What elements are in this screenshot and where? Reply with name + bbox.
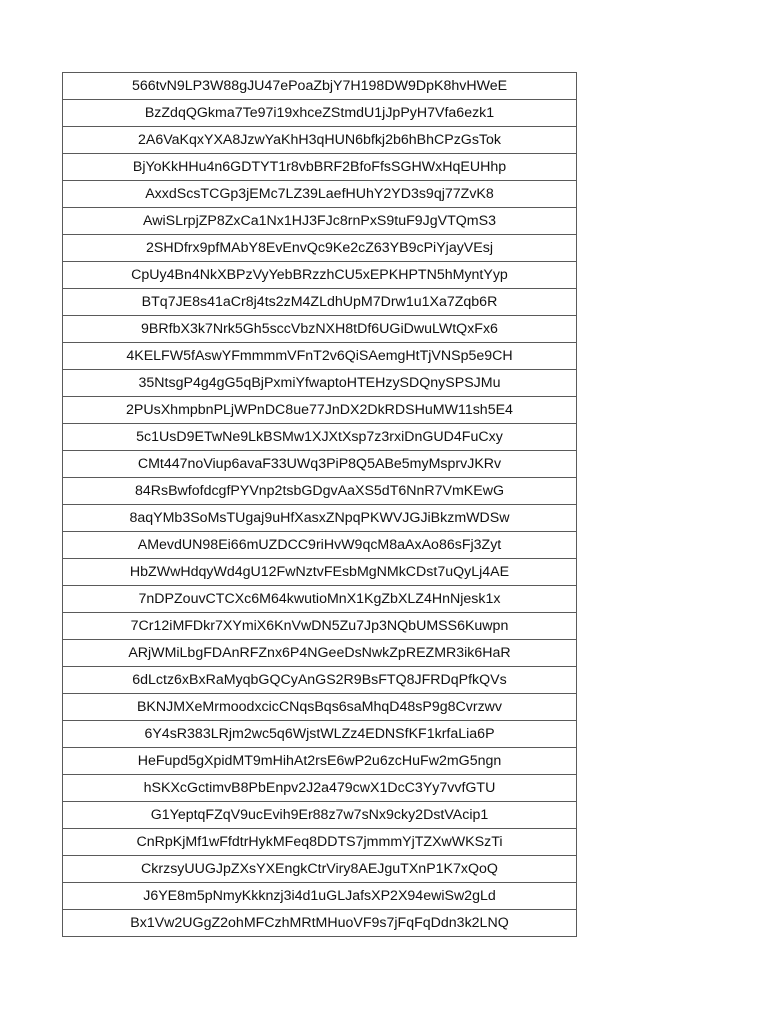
table-row	[63, 451, 577, 478]
table-row	[63, 208, 577, 235]
table-row	[63, 478, 577, 505]
code-cell: 6dLctz6xBxRaMyqbGQCyAnGS2R9BsFTQ8JFRDqPfkQVs	[63, 667, 577, 694]
code-cell: 566tvN9LP3W88gJU47ePoaZbjY7H198DW9DpK8hvHWeE	[63, 73, 577, 100]
table-row	[63, 883, 577, 910]
code-cell: G1YeptqFZqV9ucEvih9Er88z7w7sNx9cky2DstVAcip1	[63, 802, 577, 829]
code-cell: AMevdUN98Ei66mUZDCC9riHvW9qcM8aAxAo86sFj3Zyt	[63, 532, 577, 559]
table-row	[63, 73, 577, 100]
code-cell: BTq7JE8s41aCr8j4ts2zM4ZLdhUpM7Drw1u1Xa7Zqb6R	[63, 289, 577, 316]
code-cell: CkrzsyUUGJpZXsYXEngkCtrViry8AEJguTXnP1K7xQoQ	[63, 856, 577, 883]
table-row	[63, 667, 577, 694]
table-row	[63, 289, 577, 316]
table-row	[63, 505, 577, 532]
table-row	[63, 181, 577, 208]
code-cell: Bx1Vw2UGgZ2ohMFCzhMRtMHuoVF9s7jFqFqDdn3k2LNQ	[63, 910, 577, 937]
table-row	[63, 613, 577, 640]
code-cell: 7Cr12iMFDkr7XYmiX6KnVwDN5Zu7Jp3NQbUMSS6Kuwpn	[63, 613, 577, 640]
table-row	[63, 100, 577, 127]
code-cell: 8aqYMb3SoMsTUgaj9uHfXasxZNpqPKWVJGJiBkzmWDSw	[63, 505, 577, 532]
code-cell: 7nDPZouvCTCXc6M64kwutioMnX1KgZbXLZ4HnNjesk1x	[63, 586, 577, 613]
table-row	[63, 748, 577, 775]
table-row	[63, 532, 577, 559]
code-cell: 2PUsXhmpbnPLjWPnDC8ue77JnDX2DkRDSHuMW11sh5E4	[63, 397, 577, 424]
table-row	[63, 721, 577, 748]
codes-table-body	[63, 73, 577, 937]
table-row	[63, 370, 577, 397]
code-cell: CMt447noViup6avaF33UWq3PiP8Q5ABe5myMsprvJKRv	[63, 451, 577, 478]
code-cell: 2SHDfrx9pfMAbY8EvEnvQc9Ke2cZ63YB9cPiYjayVEsj	[63, 235, 577, 262]
table-row	[63, 559, 577, 586]
table-row	[63, 910, 577, 937]
code-cell: BKNJMXeMrmoodxcicCNqsBqs6saMhqD48sP9g8Cvrzwv	[63, 694, 577, 721]
table-row	[63, 640, 577, 667]
table-row	[63, 262, 577, 289]
table-row	[63, 424, 577, 451]
table-row	[63, 586, 577, 613]
code-cell: 4KELFW5fAswYFmmmmVFnT2v6QiSAemgHtTjVNSp5e9CH	[63, 343, 577, 370]
code-cell: 35NtsgP4g4gG5qBjPxmiYfwaptoHTEHzySDQnySPSJMu	[63, 370, 577, 397]
table-row	[63, 802, 577, 829]
table-row	[63, 856, 577, 883]
code-cell: AwiSLrpjZP8ZxCa1Nx1HJ3FJc8rnPxS9tuF9JgVTQmS3	[63, 208, 577, 235]
table-row	[63, 154, 577, 181]
table-row	[63, 397, 577, 424]
table-row	[63, 316, 577, 343]
table-row	[63, 127, 577, 154]
table-row	[63, 235, 577, 262]
code-cell: AxxdScsTCGp3jEMc7LZ39LaefHUhY2YD3s9qj77ZvK8	[63, 181, 577, 208]
table-row	[63, 829, 577, 856]
code-cell: 6Y4sR383LRjm2wc5q6WjstWLZz4EDNSfKF1krfaLia6P	[63, 721, 577, 748]
code-cell: 5c1UsD9ETwNe9LkBSMw1XJXtXsp7z3rxiDnGUD4FuCxy	[63, 424, 577, 451]
code-cell: 2A6VaKqxYXA8JzwYaKhH3qHUN6bfkj2b6hBhCPzGsTok	[63, 127, 577, 154]
code-cell: 84RsBwfofdcgfPYVnp2tsbGDgvAaXS5dT6NnR7VmKEwG	[63, 478, 577, 505]
code-cell: ARjWMiLbgFDAnRFZnx6P4NGeeDsNwkZpREZMR3ik6HaR	[63, 640, 577, 667]
code-cell: BjYoKkHHu4n6GDTYT1r8vbBRF2BfoFfsSGHWxHqEUHhp	[63, 154, 577, 181]
table-row	[63, 343, 577, 370]
code-cell: HeFupd5gXpidMT9mHihAt2rsE6wP2u6zcHuFw2mG5ngn	[63, 748, 577, 775]
code-cell: HbZWwHdqyWd4gU12FwNztvFEsbMgNMkCDst7uQyLj4AE	[63, 559, 577, 586]
code-cell: J6YE8m5pNmyKkknzj3i4d1uGLJafsXP2X94ewiSw2gLd	[63, 883, 577, 910]
code-cell: BzZdqQGkma7Te97i19xhceZStmdU1jJpPyH7Vfa6ezk1	[63, 100, 577, 127]
code-cell: hSKXcGctimvB8PbEnpv2J2a479cwX1DcC3Yy7vvfGTU	[63, 775, 577, 802]
code-cell: 9BRfbX3k7Nrk5Gh5sccVbzNXH8tDf6UGiDwuLWtQxFx6	[63, 316, 577, 343]
code-cell: CnRpKjMf1wFfdtrHykMFeq8DDTS7jmmmYjTZXwWKSzTi	[63, 829, 577, 856]
table-row	[63, 775, 577, 802]
code-cell: CpUy4Bn4NkXBPzVyYebBRzzhCU5xEPKHPTN5hMyntYyp	[63, 262, 577, 289]
codes-table	[62, 72, 577, 937]
table-row	[63, 694, 577, 721]
